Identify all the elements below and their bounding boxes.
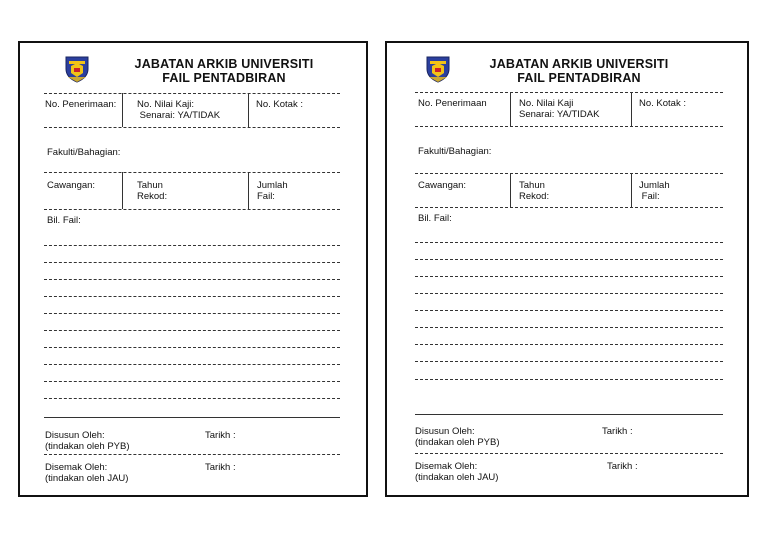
title-line-2: FAIL PENTADBIRAN bbox=[162, 71, 286, 85]
divider bbox=[122, 93, 123, 127]
bil-fail-label: Bil. Fail: bbox=[418, 213, 452, 224]
jumlah-fail-label: Jumlah Fail: bbox=[257, 180, 288, 202]
jumlah-fail-label: Jumlah Fail: bbox=[639, 180, 670, 202]
no-kotak-label: No. Kotak : bbox=[639, 98, 686, 109]
bil-fail-label: Bil. Fail: bbox=[47, 215, 81, 226]
university-crest-icon bbox=[425, 55, 451, 83]
writing-line bbox=[415, 276, 723, 277]
divider bbox=[631, 92, 632, 126]
divider bbox=[415, 92, 723, 93]
title bbox=[459, 57, 699, 85]
divider bbox=[510, 92, 511, 126]
divider bbox=[415, 126, 723, 127]
tarikh-label-2: Tarikh : bbox=[607, 461, 638, 472]
writing-line bbox=[415, 379, 723, 380]
no-penerimaan-label: No. Penerimaan bbox=[418, 98, 487, 109]
writing-line bbox=[44, 313, 340, 314]
tarikh-label-1: Tarikh : bbox=[602, 426, 633, 437]
divider bbox=[44, 93, 340, 94]
writing-line bbox=[415, 293, 723, 294]
tahun-rekod-label: Tahun Rekod: bbox=[519, 180, 550, 202]
writing-line bbox=[415, 361, 723, 362]
divider bbox=[415, 173, 723, 174]
writing-line bbox=[44, 296, 340, 297]
cawangan-label: Cawangan: bbox=[418, 180, 467, 191]
divider bbox=[415, 414, 723, 415]
title-line-2: FAIL PENTADBIRAN bbox=[517, 71, 641, 85]
file-label-card-right bbox=[385, 41, 749, 497]
disemak-oleh-label: Disemak Oleh: (tindakan oleh JAU) bbox=[415, 461, 499, 483]
divider bbox=[44, 172, 340, 173]
writing-line bbox=[415, 242, 723, 243]
file-label-card-left bbox=[18, 41, 368, 497]
writing-line bbox=[44, 245, 340, 246]
tahun-rekod-label: Tahun Rekod: bbox=[137, 180, 168, 202]
cawangan-label: Cawangan: bbox=[47, 180, 96, 191]
card-header bbox=[387, 51, 747, 91]
disusun-oleh-label: Disusun Oleh: (tindakan oleh PYB) bbox=[415, 426, 500, 448]
divider bbox=[415, 207, 723, 208]
no-nilai-kaji-label: No. Nilai Kaji: Senarai: YA/TIDAK bbox=[137, 99, 221, 121]
divider bbox=[122, 172, 123, 209]
divider bbox=[415, 453, 723, 454]
fakulti-label: Fakulti/Bahagian: bbox=[418, 146, 492, 157]
tarikh-label-2: Tarikh : bbox=[205, 462, 236, 473]
tarikh-label-1: Tarikh : bbox=[205, 430, 236, 441]
writing-line bbox=[415, 327, 723, 328]
divider bbox=[44, 209, 340, 210]
writing-line bbox=[415, 259, 723, 260]
writing-line bbox=[44, 330, 340, 331]
writing-line bbox=[44, 381, 340, 382]
writing-line bbox=[44, 364, 340, 365]
writing-line bbox=[44, 398, 340, 399]
no-penerimaan-label: No. Penerimaan: bbox=[45, 99, 117, 110]
writing-line bbox=[44, 279, 340, 280]
divider bbox=[248, 93, 249, 127]
writing-line bbox=[44, 347, 340, 348]
divider bbox=[44, 127, 340, 128]
university-crest-icon bbox=[64, 55, 90, 83]
disemak-oleh-label: Disemak Oleh: (tindakan oleh JAU) bbox=[45, 462, 129, 484]
writing-line bbox=[415, 344, 723, 345]
writing-line bbox=[415, 310, 723, 311]
divider bbox=[631, 173, 632, 207]
disusun-oleh-label: Disusun Oleh: (tindakan oleh PYB) bbox=[45, 430, 130, 452]
divider bbox=[44, 417, 340, 418]
divider bbox=[248, 172, 249, 209]
fakulti-label: Fakulti/Bahagian: bbox=[47, 147, 121, 158]
divider bbox=[44, 454, 340, 455]
no-kotak-label: No. Kotak : bbox=[256, 99, 303, 110]
title-line-1: JABATAN ARKIB UNIVERSITI bbox=[134, 57, 314, 71]
no-nilai-kaji-label: No. Nilai Kaji Senarai: YA/TIDAK bbox=[519, 98, 600, 120]
card-header bbox=[20, 51, 366, 91]
writing-line bbox=[44, 262, 340, 263]
title-line-1: JABATAN ARKIB UNIVERSITI bbox=[489, 57, 669, 71]
title bbox=[104, 57, 344, 85]
divider bbox=[510, 173, 511, 207]
